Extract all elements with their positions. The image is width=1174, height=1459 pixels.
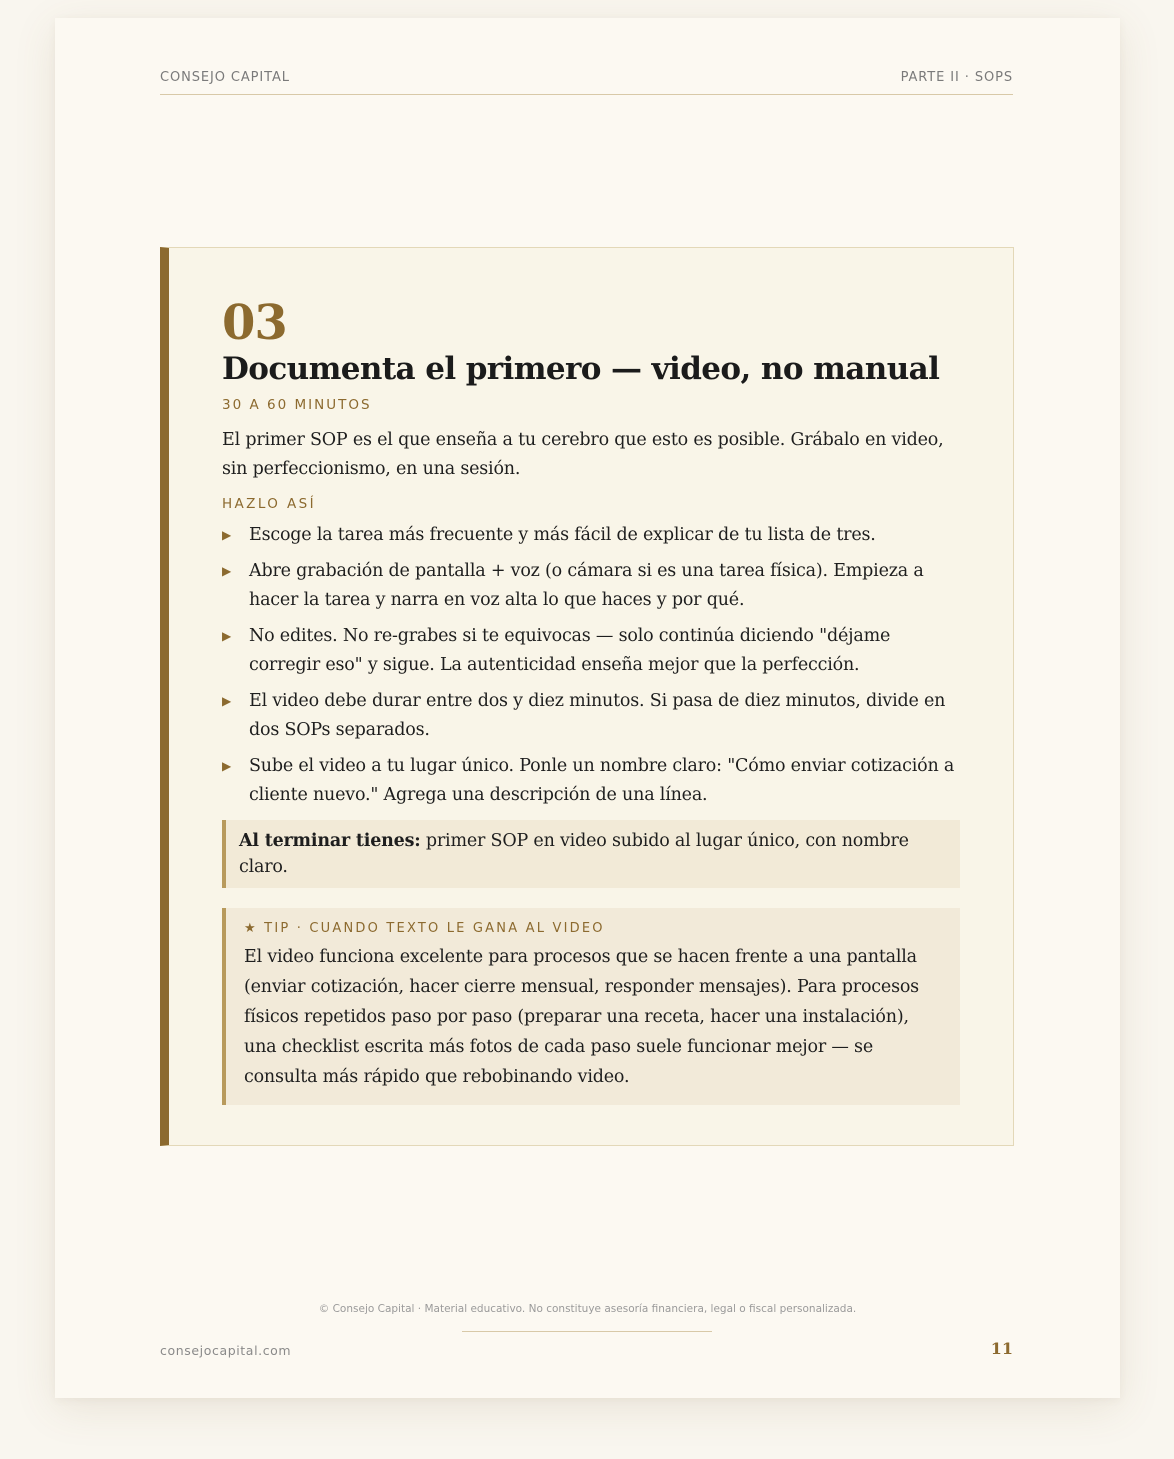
list-item-text: El video debe durar entre dos y diez minutos. Si pasa de diez minutos, divide en dos SOPs separados.: [249, 691, 946, 740]
header-publisher: CONSEJO CAPITAL: [160, 70, 290, 85]
tip-body: El video funciona excelente para procesos que se hacen frente a una pantalla (enviar cotización, hacer cierre mensual, responder mensajes). Para procesos físicos repetidos paso por paso (preparar una receta, hacer una instalación), una checklist escrita más fotos de cada paso suele funcionar mejor — se consulta más rápido que rebobinando video.: [244, 947, 919, 1087]
list-item-text: Sube el video a tu lugar único. Ponle un nombre claro: "Cómo enviar cotización a cliente nuevo." Agrega una descripción de una línea.: [249, 756, 955, 805]
list-item: [222, 687, 960, 745]
website-url: consejocapital.com: [160, 1343, 292, 1358]
triangle-right-icon: ▶: [222, 564, 232, 578]
triangle-right-icon: ▶: [222, 629, 232, 643]
document-page: [55, 18, 1120, 1398]
instruction-list: [222, 521, 960, 810]
page-number: 11: [990, 1339, 1013, 1358]
list-item: [222, 521, 960, 550]
outcome-label: Al terminar tienes:: [239, 831, 421, 851]
triangle-right-icon: ▶: [222, 759, 232, 773]
list-item: [222, 622, 960, 680]
step-intro: El primer SOP es el que enseña a tu cerebro que esto es posible. Grábalo en video, sin perfeccionismo, en una sesión.: [222, 430, 944, 479]
triangle-right-icon: ▶: [222, 694, 232, 708]
list-item-text: Abre grabación de pantalla + voz (o cámara si es una tarea física). Empieza a hacer la tarea y narra en voz alta lo que haces y por qué.: [249, 561, 924, 610]
list-item-text: No edites. No re-grabes si te equivocas — solo continúa diciendo "déjame corregir eso" y sigue. La autenticidad enseña mejor que la perfección.: [249, 626, 891, 675]
list-item: [222, 752, 960, 810]
running-header: [160, 70, 1013, 95]
section-label: HAZLO ASÍ: [222, 496, 316, 512]
list-item: [222, 557, 960, 615]
triangle-right-icon: ▶: [222, 528, 232, 542]
footer-divider: [462, 1331, 712, 1332]
tip-label: ★ TIP · CUANDO TEXTO LE GANA AL VIDEO: [244, 921, 605, 936]
step-duration: 30 A 60 MINUTOS: [222, 397, 372, 413]
tip-callout: [222, 908, 960, 1105]
step-title: Documenta el primero — video, no manual: [222, 351, 940, 387]
outcome-text: primer SOP en video subido al lugar único, con nombre claro.: [239, 831, 909, 877]
step-number: 03: [222, 295, 287, 351]
header-section: PARTE II · SOPS: [900, 70, 1013, 85]
step-card: [160, 247, 1014, 1146]
outcome-callout: [222, 820, 960, 888]
list-item-text: Escoge la tarea más frecuente y más fácil de explicar de tu lista de tres.: [249, 525, 876, 545]
legal-disclaimer: © Consejo Capital · Material educativo. No constituye asesoría financiera, legal o fiscal personalizada.: [318, 1303, 857, 1315]
